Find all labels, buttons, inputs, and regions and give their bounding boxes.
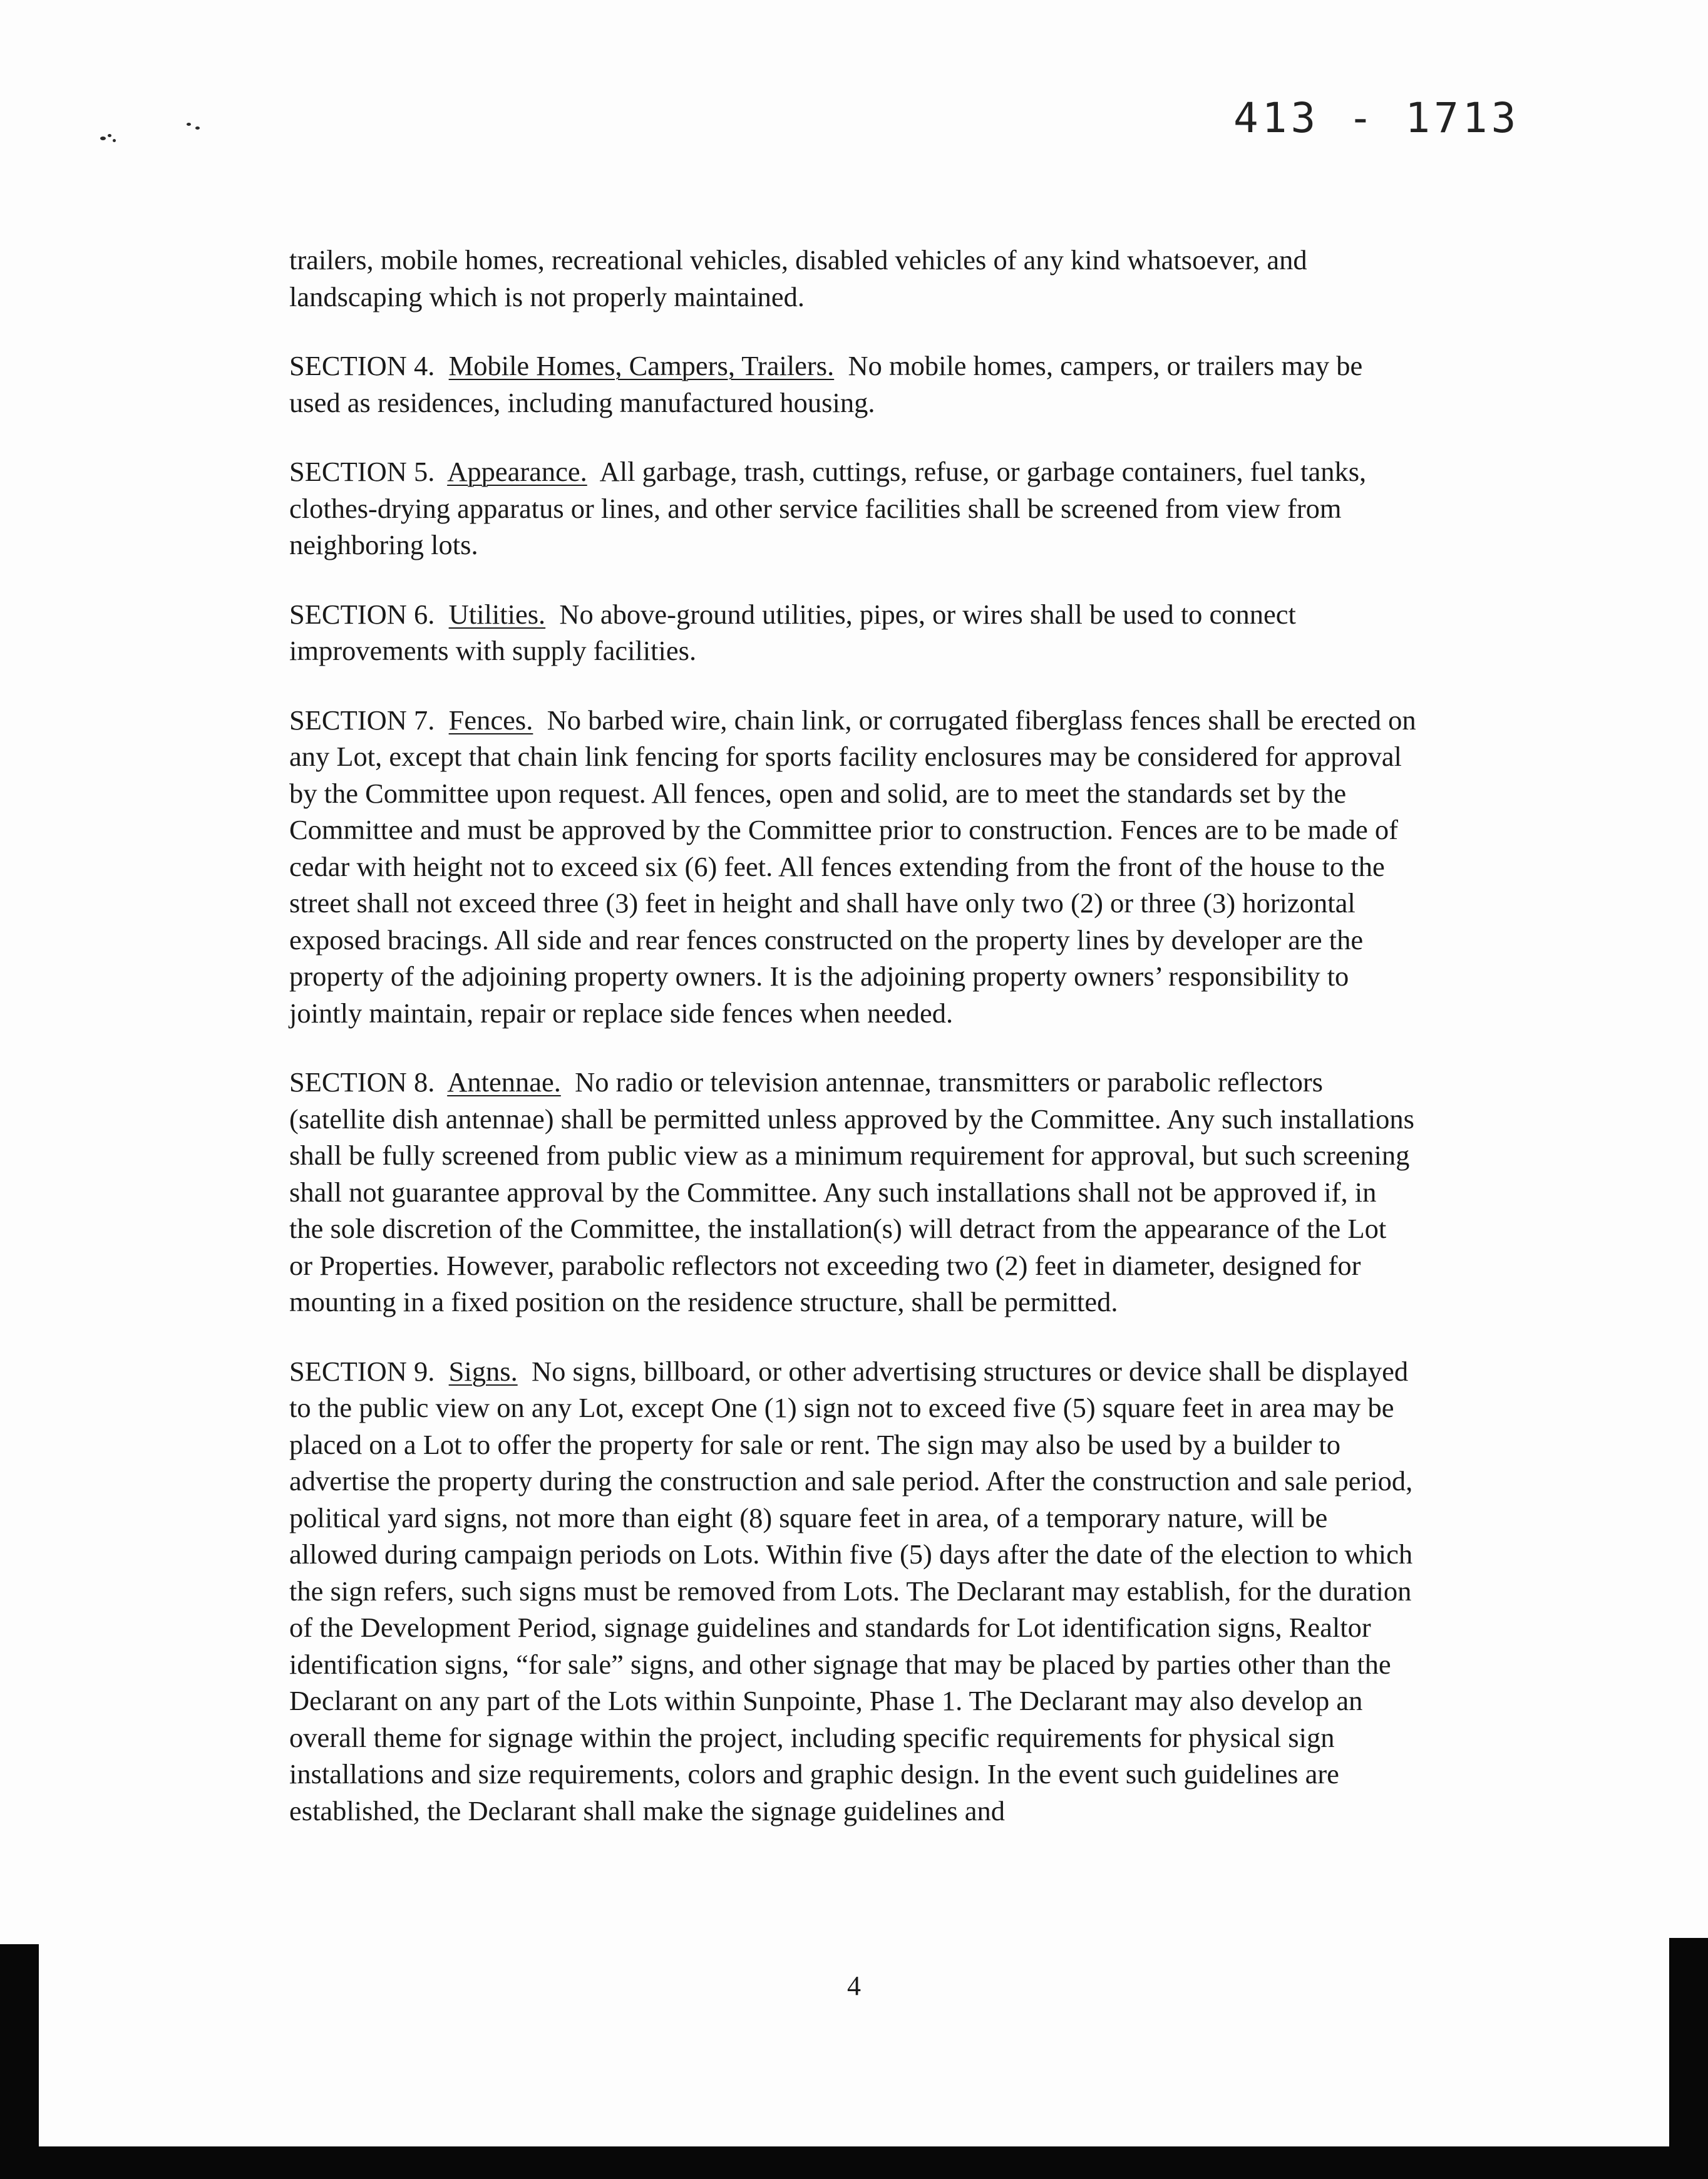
- section-text: No above-ground utilities, pipes, or wires shall be used to connect improvements with supply facilities.: [289, 598, 1296, 666]
- scan-speck: [195, 126, 200, 130]
- section-5: [289, 453, 1416, 564]
- scan-edge-right: [1669, 1938, 1708, 2179]
- scan-speck: [100, 137, 106, 140]
- section-7: [289, 702, 1416, 1032]
- section-number: SECTION 9.: [289, 1355, 435, 1387]
- section-text: No signs, billboard, or other advertising structures or device shall be displayed to the public view on any Lot, except One (1) sign not to exceed five (5) square feet in area may be placed on a Lot to offer the property for sale or rent. The sign may also be used by a builder to advertise the property during the construction and sale period. After the construction and sale period, political yard signs, not more than eight (8) square feet in area, of a temporary nature, will be allowed during campaign periods on Lots. Within five (5) days after the date of the election to which the sign refers, such signs must be removed from Lots. The Declarant may establish, for the duration of the Development Period, signage guidelines and standards for Lot identification signs, Realtor identification signs, “for sale” signs, and other signage that may be placed by parties other than the Declarant on any part of the Lots within Sunpointe, Phase 1. The Declarant may also develop an overall theme for signage within the project, including specific requirements for physical sign installations and size requirements, colors and graphic design. In the event such guidelines are established, the Declarant shall make the signage guidelines and: [289, 1355, 1413, 1826]
- section-text: No radio or television antennae, transmitters or parabolic reflectors (satellite dish antennae) shall be permitted unless approved by the Committee. Any such installations shall be fully screened from public view as a minimum requirement for approval, but such screening shall not guarantee approval by the Committee. Any such installations shall not be approved if, in the sole discretion of the Committee, the installation(s) will detract from the appearance of the Lot or Properties. However, parabolic reflectors not exceeding two (2) feet in diameter, designed for mounting in a fixed position on the residence structure, shall be permitted.: [289, 1066, 1414, 1317]
- continuation-paragraph: trailers, mobile homes, recreational vehicles, disabled vehicles of any kind whatsoever, and landscaping which is not properly maintained.: [289, 244, 1307, 312]
- section-number: SECTION 5.: [289, 456, 435, 487]
- section-heading: Utilities.: [448, 598, 546, 630]
- section-number: SECTION 7.: [289, 704, 435, 736]
- section-6: [289, 596, 1416, 669]
- section-8: [289, 1064, 1416, 1321]
- section-text: No barbed wire, chain link, or corrugated fiberglass fences shall be erected on any Lot, except that chain link fencing for sports facility enclosures may be considered for approval by the Committee upon request. All fences, open and solid, are to meet the standards set by the Committee and must be approved by the Committee prior to construction. Fences are to be made of cedar with height not to exceed six (6) feet. All fences extending from the front of the house to the street shall not exceed three (3) feet in height and shall have only two (2) or three (3) horizontal exposed bracings. All side and rear fences constructed on the property lines by developer are the property of the adjoining property owners. It is the adjoining property owners’ responsibility to jointly maintain, repair or replace side fences when needed.: [289, 704, 1416, 1029]
- section-number: SECTION 8.: [289, 1066, 435, 1098]
- section-heading: Mobile Homes, Campers, Trailers.: [448, 350, 835, 381]
- scan-speck: [108, 134, 111, 137]
- page-number: 4: [847, 1970, 861, 2001]
- section-heading: Fences.: [448, 704, 533, 736]
- scan-speck: [187, 123, 191, 126]
- scan-edge-left: [0, 1944, 39, 2179]
- section-4: [289, 348, 1416, 421]
- section-text: All garbage, trash, cuttings, refuse, or garbage containers, fuel tanks, clothes-drying apparatus or lines, and other service facilities shall be screened from view from neighboring lots.: [289, 456, 1367, 560]
- document-number: 413 - 1713: [1233, 94, 1520, 142]
- section-heading: Signs.: [448, 1355, 518, 1387]
- section-number: SECTION 6.: [289, 598, 435, 630]
- document-body: [289, 242, 1416, 1862]
- section-heading: Appearance.: [447, 456, 587, 487]
- section-9: [289, 1353, 1416, 1830]
- section-heading: Antennae.: [447, 1066, 561, 1098]
- section-number: SECTION 4.: [289, 350, 435, 381]
- section-text: No mobile homes, campers, or trailers may be used as residences, including manufactured housing.: [289, 350, 1363, 418]
- scan-speck: [113, 139, 116, 142]
- scan-edge-bottom: [0, 2146, 1708, 2179]
